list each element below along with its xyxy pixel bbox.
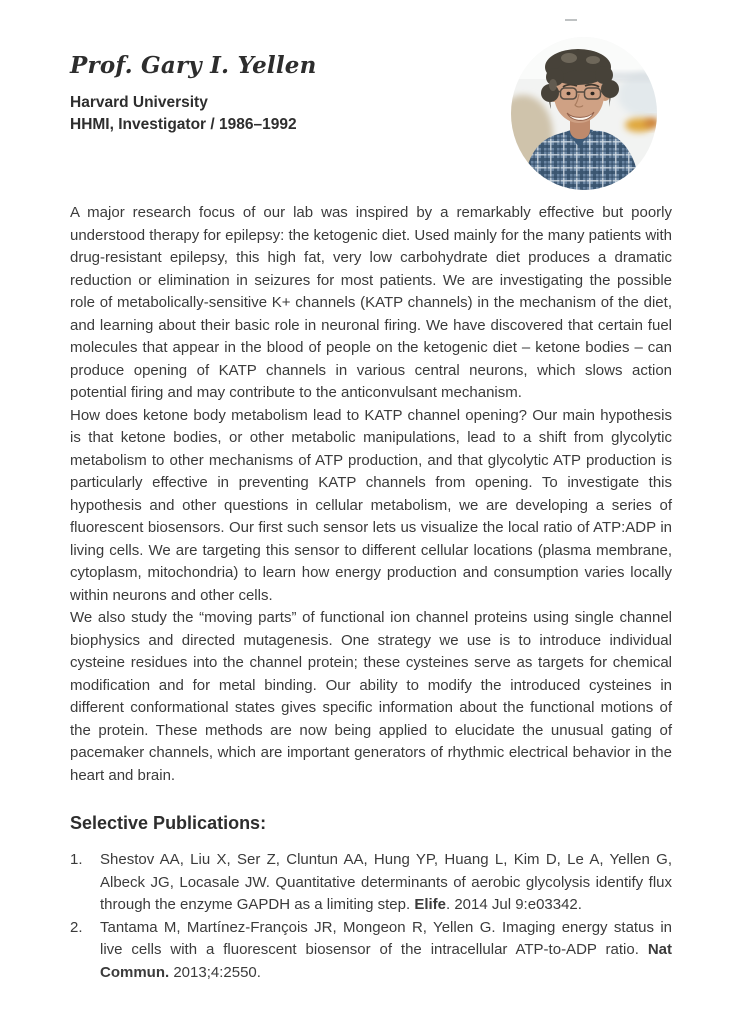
- affiliation-line: Harvard University: [70, 94, 208, 111]
- citation-authors-title: Shestov AA, Liu X, Ser Z, Cluntun AA, Hung YP, Huang L, Kim D, Le A, Yellen G, Albeck JG, Locasale JW. Quantitative determinants of aerobic glycolysis identify flux through the enzyme GAPDH as a limiting step.: [100, 851, 672, 913]
- publication-number: 1.: [70, 851, 83, 868]
- bio-paragraph-3: We also study the “moving parts” of functional ion channel proteins using single channel biophysics and directed mutagenesis. One strategy we use is to introduce individual cysteine residues into the channel protein; these cysteines serve as targets for chemical modification and for metal binding. Our ability to modify the introduced cysteines in different conformational states gives specific information about the functional motions of the protein. These methods are now being applied to elucidate the unusual gating of pacemaker channels, which are important generators of rhythmic electrical behavior in the heart and brain.: [70, 609, 672, 784]
- publication-citation: [100, 849, 672, 917]
- citation-journal: Elife: [414, 896, 446, 913]
- publication-citation: [100, 917, 672, 985]
- photo-top-mark: [565, 19, 577, 21]
- page-title: Prof. Gary I. Yellen: [70, 52, 317, 79]
- publications-heading: Selective Publications:: [70, 813, 267, 833]
- publications-list: [70, 849, 672, 984]
- bio-paragraph-1: A major research focus of our lab was inspired by a remarkably effective but poorly understood therapy for epilepsy: the ketogenic diet. Used mainly for the many patients with drug-resistant epilepsy, this high fat, very low carbohydrate diet produces a dramatic reduction or elimination in seizures for most patients. We are investigating the possible role of metabolically-sensitive K+ channels (KATP channels) in the mechanism of the diet, and learning about their basic role in neuronal firing. We have discovered that certain fuel molecules that appear in the blood of people on the ketogenic diet – ketone bodies – can produce opening of KATP channels in various central neurons, which slows action potential firing and may contribute to the anticonvulsant mechanism.: [70, 204, 672, 401]
- publication-number: 2.: [70, 918, 83, 936]
- publication-item-1: [70, 849, 672, 917]
- citation-authors-title: Tantama M, Martínez-François JR, Mongeon R, Yellen G. Imaging energy status in live cells with a fluorescent biosensor of the intracellular ATP-to-ADP ratio.: [100, 918, 672, 958]
- citation-journal: Nat Commun.: [100, 941, 672, 981]
- portrait-photo: [511, 37, 657, 190]
- citation-date: 2013;4:2550.: [169, 963, 261, 981]
- bio-section: [70, 202, 672, 787]
- appointment-line: HHMI, Investigator / 1986–1992: [70, 116, 297, 133]
- citation-date: . 2014 Jul 9:e03342.: [446, 896, 582, 913]
- bio-paragraph-2: How does ketone body metabolism lead to KATP channel opening? Our main hypothesis is that ketone bodies, or other metabolic manipulations, lead to a shift from glycolytic metabolism to other mechanisms of ATP production, and that glycolytic ATP production is particularly effective in preventing KATP channels from opening. To investigate this hypothesis and other questions in cellular metabolism, we are developing a series of fluorescent biosensors. Our first such sensor lets us visualize the local ratio of ATP:ADP in living cells. We are targeting this sensor to different cellular locations (plasma membrane, cytoplasm, mitochondria) to learn how energy production and consumption varies locally within neurons and other cells.: [70, 406, 672, 604]
- publication-item-2: [70, 917, 672, 985]
- portrait-illustration: [511, 37, 657, 190]
